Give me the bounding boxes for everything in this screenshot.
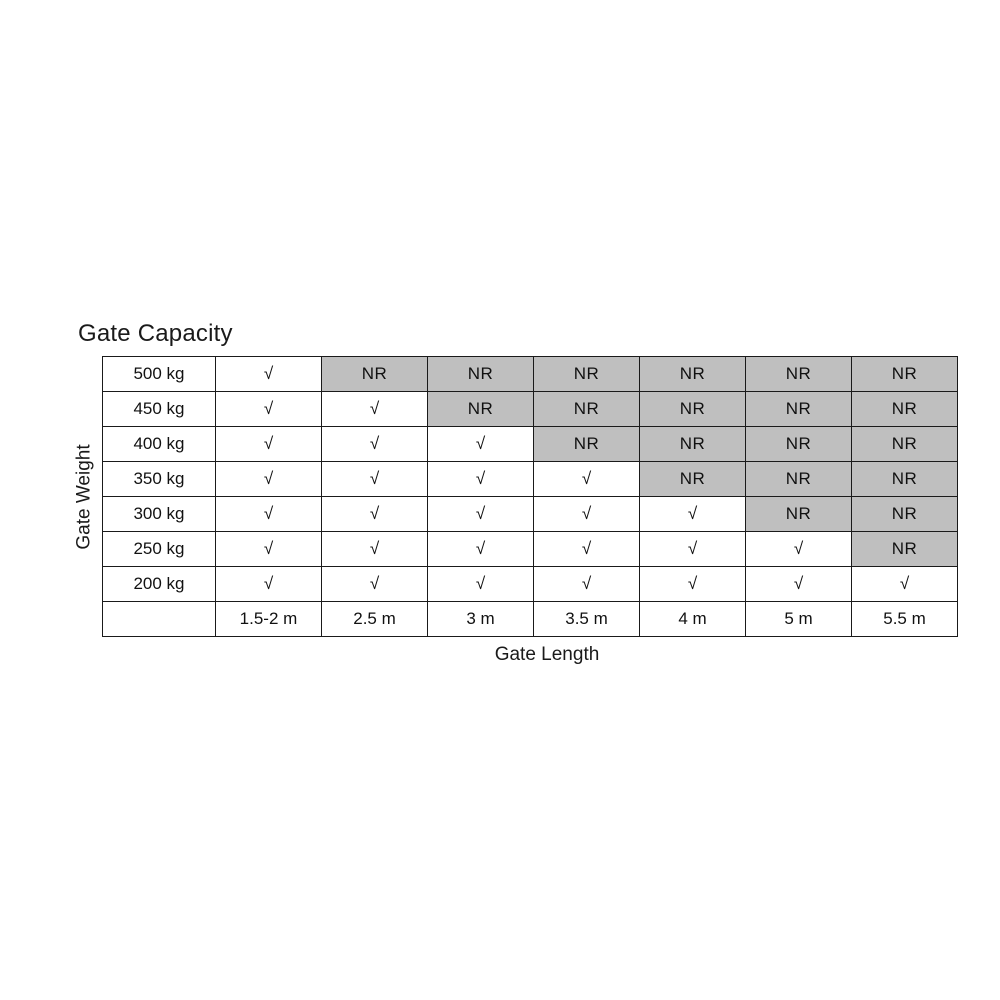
table-row (103, 532, 958, 567)
cell-ok: √ (746, 567, 852, 602)
cell-ok: √ (322, 427, 428, 462)
cell-not-recommended: NR (746, 357, 852, 392)
cell-not-recommended: NR (746, 392, 852, 427)
capacity-table (102, 356, 958, 637)
cell-ok: √ (534, 532, 640, 567)
cell-ok: √ (322, 567, 428, 602)
cell-not-recommended: NR (534, 357, 640, 392)
row-header-5: 250 kg (103, 532, 216, 567)
cell-not-recommended: NR (322, 357, 428, 392)
gate-capacity-figure (68, 320, 958, 666)
cell-not-recommended: NR (428, 392, 534, 427)
cell-not-recommended: NR (428, 357, 534, 392)
cell-ok: √ (640, 497, 746, 532)
cell-not-recommended: NR (852, 462, 958, 497)
column-header-2: 3 m (428, 602, 534, 637)
cell-ok: √ (640, 567, 746, 602)
x-axis-label: Gate Length (494, 644, 600, 665)
column-header-3: 3.5 m (534, 602, 640, 637)
cell-not-recommended: NR (534, 392, 640, 427)
cell-ok: √ (216, 497, 322, 532)
cell-not-recommended: NR (852, 532, 958, 567)
cell-not-recommended: NR (640, 357, 746, 392)
cell-not-recommended: NR (746, 462, 852, 497)
table-row (103, 497, 958, 532)
cell-ok: √ (852, 567, 958, 602)
column-header-6: 5.5 m (852, 602, 958, 637)
cell-ok: √ (322, 497, 428, 532)
y-axis-label (68, 356, 102, 637)
cell-not-recommended: NR (640, 427, 746, 462)
column-header-1: 2.5 m (322, 602, 428, 637)
cell-ok: √ (322, 392, 428, 427)
cell-not-recommended: NR (852, 427, 958, 462)
cell-ok: √ (216, 357, 322, 392)
cell-ok: √ (534, 567, 640, 602)
table-row (103, 427, 958, 462)
cell-ok: √ (216, 567, 322, 602)
row-header-1: 450 kg (103, 392, 216, 427)
table-row (103, 357, 958, 392)
cell-not-recommended: NR (640, 462, 746, 497)
row-header-6: 200 kg (103, 567, 216, 602)
chart-body (68, 356, 958, 637)
cell-ok: √ (428, 462, 534, 497)
column-header-5: 5 m (746, 602, 852, 637)
cell-ok: √ (216, 462, 322, 497)
table-row (103, 462, 958, 497)
cell-ok: √ (216, 532, 322, 567)
cell-ok: √ (322, 462, 428, 497)
cell-ok: √ (428, 532, 534, 567)
cell-not-recommended: NR (852, 497, 958, 532)
row-header-4: 300 kg (103, 497, 216, 532)
cell-not-recommended: NR (640, 392, 746, 427)
cell-ok: √ (534, 497, 640, 532)
cell-ok: √ (534, 462, 640, 497)
cell-ok: √ (428, 427, 534, 462)
table-corner-cell (103, 602, 216, 637)
column-header-0: 1.5-2 m (216, 602, 322, 637)
row-header-3: 350 kg (103, 462, 216, 497)
cell-ok: √ (216, 392, 322, 427)
cell-not-recommended: NR (746, 497, 852, 532)
cell-ok: √ (322, 532, 428, 567)
cell-ok: √ (216, 427, 322, 462)
row-header-0: 500 kg (103, 357, 216, 392)
column-header-4: 4 m (640, 602, 746, 637)
chart-title: Gate Capacity (78, 320, 233, 347)
table-row (103, 392, 958, 427)
cell-ok: √ (640, 532, 746, 567)
table-footer-row (103, 602, 958, 637)
cell-not-recommended: NR (534, 427, 640, 462)
cell-ok: √ (428, 567, 534, 602)
row-header-2: 400 kg (103, 427, 216, 462)
cell-not-recommended: NR (852, 392, 958, 427)
table-row (103, 567, 958, 602)
cell-ok: √ (428, 497, 534, 532)
cell-not-recommended: NR (746, 427, 852, 462)
cell-not-recommended: NR (852, 357, 958, 392)
y-axis-label-text: Gate Weight (74, 443, 96, 550)
cell-ok: √ (746, 532, 852, 567)
